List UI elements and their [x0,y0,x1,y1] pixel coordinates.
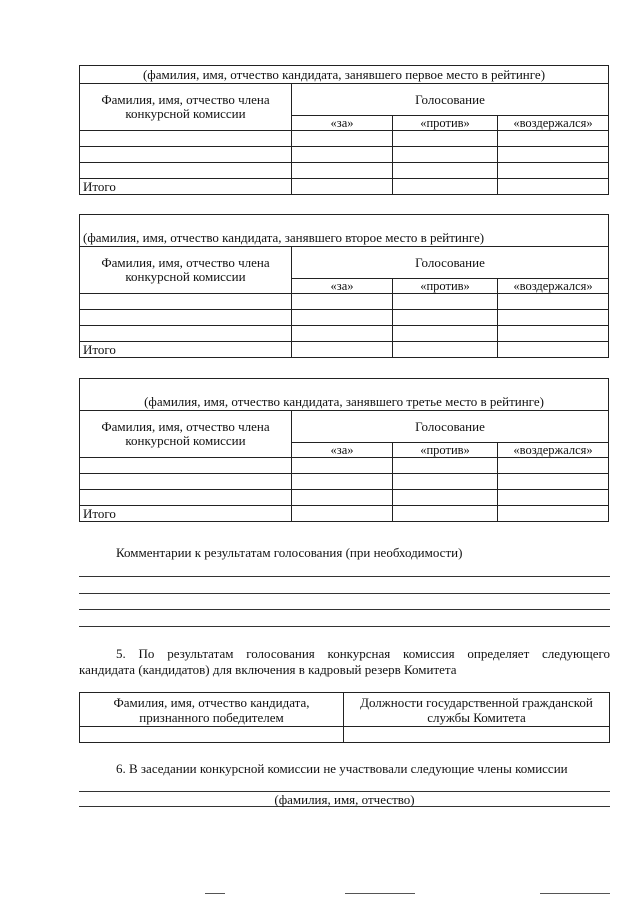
positions-header: Должности государственной гражданской службы Комитета [344,693,610,727]
member-header: Фамилия, имя, отчество члена конкурсной комиссии [80,247,292,294]
col-abstained: «воздержался» [498,279,609,294]
table-row [80,310,609,326]
col-abstained: «воздержался» [498,443,609,458]
total-row [80,342,609,358]
col-against: «против» [393,443,498,458]
scan-mark [345,893,415,894]
table-row [80,131,609,147]
col-for: «за» [292,443,393,458]
table-row [80,727,610,743]
vote-table-first-place [79,65,609,195]
voting-header: Голосование [292,84,609,116]
absent-members-caption: (фамилия, имя, отчество) [274,792,415,807]
vote-table-third-place [79,378,609,522]
section-5-line-2: кандидата (кандидатов) для включения в кадровый резерв Комитета [79,662,457,677]
comment-line[interactable] [79,609,610,610]
table-row [80,147,609,163]
candidate-caption: (фамилия, имя, отчество кандидата, занявшего первое место в рейтинге) [80,66,609,84]
table-row [80,474,609,490]
comment-line[interactable] [79,593,610,594]
comment-line[interactable] [79,626,610,627]
vote-table-second-place [79,214,609,358]
comments-label: Комментарии к результатам голосования (при необходимости) [116,545,463,560]
reserve-table [79,692,610,743]
col-for: «за» [292,116,393,131]
table-row [80,163,609,179]
member-header: Фамилия, имя, отчество члена конкурсной комиссии [80,411,292,458]
voting-header: Голосование [292,411,609,443]
table-row [80,490,609,506]
member-header: Фамилия, имя, отчество члена конкурсной комиссии [80,84,292,131]
scan-mark [540,893,610,894]
scan-mark [205,893,225,894]
voting-header: Голосование [292,247,609,279]
table-row [80,294,609,310]
candidate-caption: (фамилия, имя, отчество кандидата, занявшего третье место в рейтинге) [80,379,609,411]
table-row [80,458,609,474]
table-row [80,326,609,342]
section-5-line-1: 5. По результатам голосования конкурсная комиссия определяет следующего [116,646,610,661]
candidate-caption: (фамилия, имя, отчество кандидата, занявшего второе место в рейтинге) [80,215,609,247]
total-label: Итого [80,506,292,522]
section-6-text: 6. В заседании конкурсной комиссии не участвовали следующие члены комиссии [116,761,568,776]
col-against: «против» [393,116,498,131]
col-abstained: «воздержался» [498,116,609,131]
comment-line[interactable] [79,576,610,577]
col-against: «против» [393,279,498,294]
total-row [80,506,609,522]
col-for: «за» [292,279,393,294]
total-label: Итого [80,179,292,195]
winner-name-header: Фамилия, имя, отчество кандидата, признанного победителем [80,693,344,727]
total-row [80,179,609,195]
total-label: Итого [80,342,292,358]
